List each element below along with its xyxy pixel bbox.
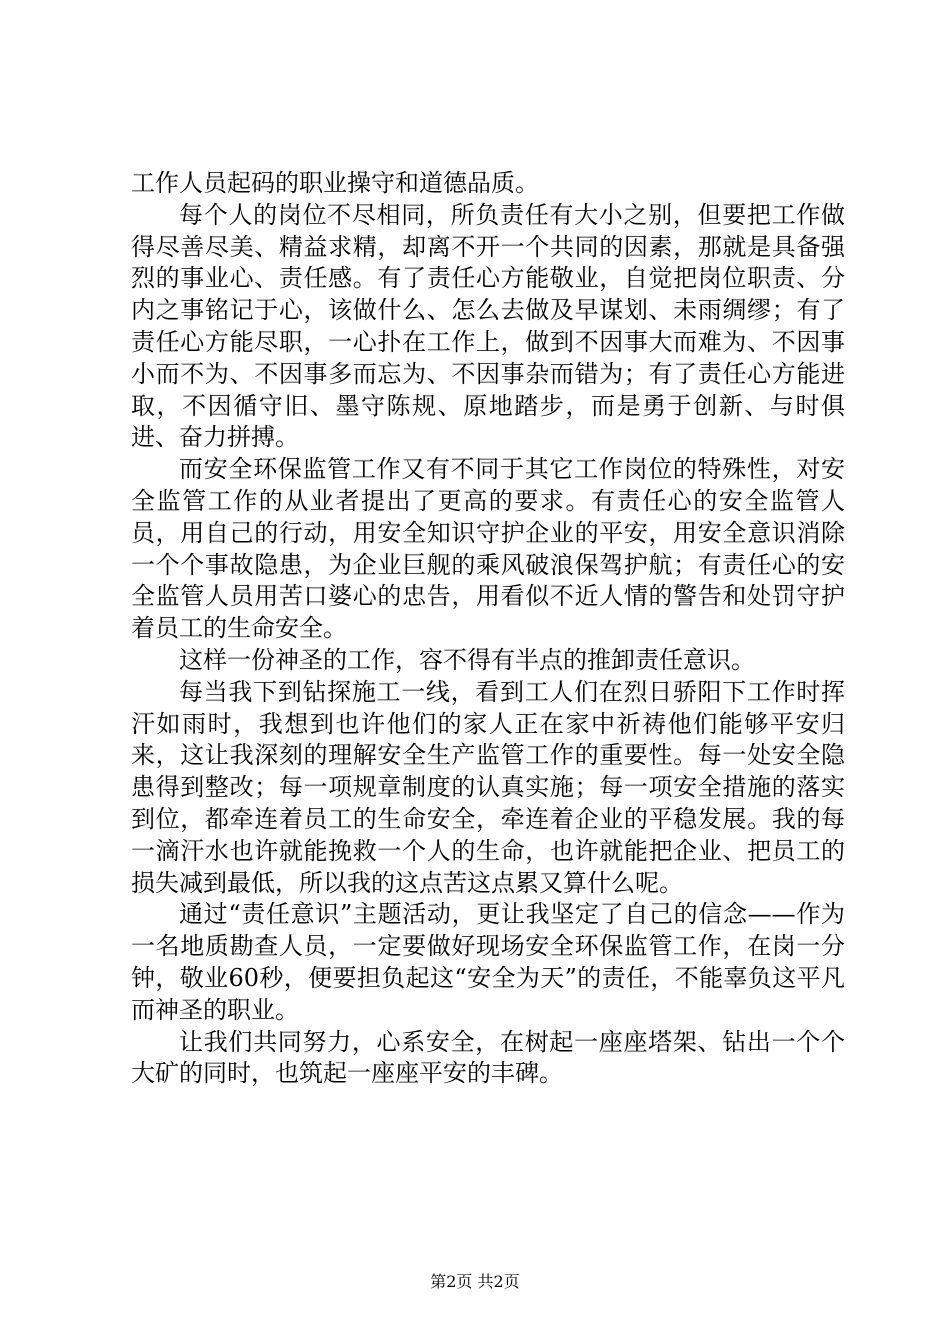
paragraph-continuation: 工作人员起码的职业操守和道德品质。 <box>131 169 539 197</box>
paragraph-responsibility: 每个人的岗位不尽相同，所负责任有大小之别，但要把工作做得尽善尽美、精益求精，却离不开一个共同的因素，那就是具备强烈的事业心、责任感。有了责任心方能敬业，自觉把岗位职责、分内之事铭记于心，该做什么、怎么去做及早谋划、未雨绸缪；有了责任心方能尽职，一心扑在工作上，做到不因事大而难为、不因事小而不为、不因事多而忘为、不因事杂而错为；有了责任心方能进取，不因循守旧、墨守陈规、原地踏步，而是勇于创新、与时俱进、奋力拼搏。 <box>131 200 845 452</box>
paragraph-sacred-work: 这样一份神圣的工作，容不得有半点的推卸责任意识。 <box>179 645 755 674</box>
paragraph-drilling-site: 每当我下到钻探施工一线，看到工人们在烈日骄阳下工作时挥汗如雨时，我想到也许他们的家人正在家中祈祷他们能够平安归来，这让我深刻的理解安全生产监管工作的重要性。每一处安全隐患得到整改；每一项规章制度的认真实施；每一项安全措施的落实到位，都牵连着员工的生命安全，牵连着企业的平稳发展。我的每一滴汗水也许就能挽救一个人的生命，也许就能把企业、把员工的损失减到最低，所以我的这点苦这点累又算什么呢。 <box>131 677 845 897</box>
paragraph-closing: 让我们共同努力，心系安全，在树起一座座塔架、钻出一个个大矿的同时，也筑起一座座平安的丰碑。 <box>131 1027 845 1088</box>
document-body <box>131 168 845 1090</box>
paragraph-theme-activity: 通过“责任意识”主题活动，更让我坚定了自己的信念——作为一名地质勘查人员，一定要做好现场安全环保监管工作，在岗一分钟，敬业60秒，便要担负起这“安全为天”的责任，不能辜负这平凡而神圣的职业。 <box>131 900 845 1024</box>
paragraph-safety-supervision: 而安全环保监管工作又有不同于其它工作岗位的特殊性，对安全监管工作的从业者提出了更高的要求。有责任心的安全监管人员，用自己的行动，用安全知识守护企业的平安，用安全意识消除一个个事故隐患，为企业巨舰的乘风破浪保驾护航；有责任心的安全监管人员用苦口婆心的忠告，用看似不近人情的警告和处罚守护着员工的生命安全。 <box>131 455 845 643</box>
page-number-footer: 第2页 共2页 <box>430 1272 520 1291</box>
